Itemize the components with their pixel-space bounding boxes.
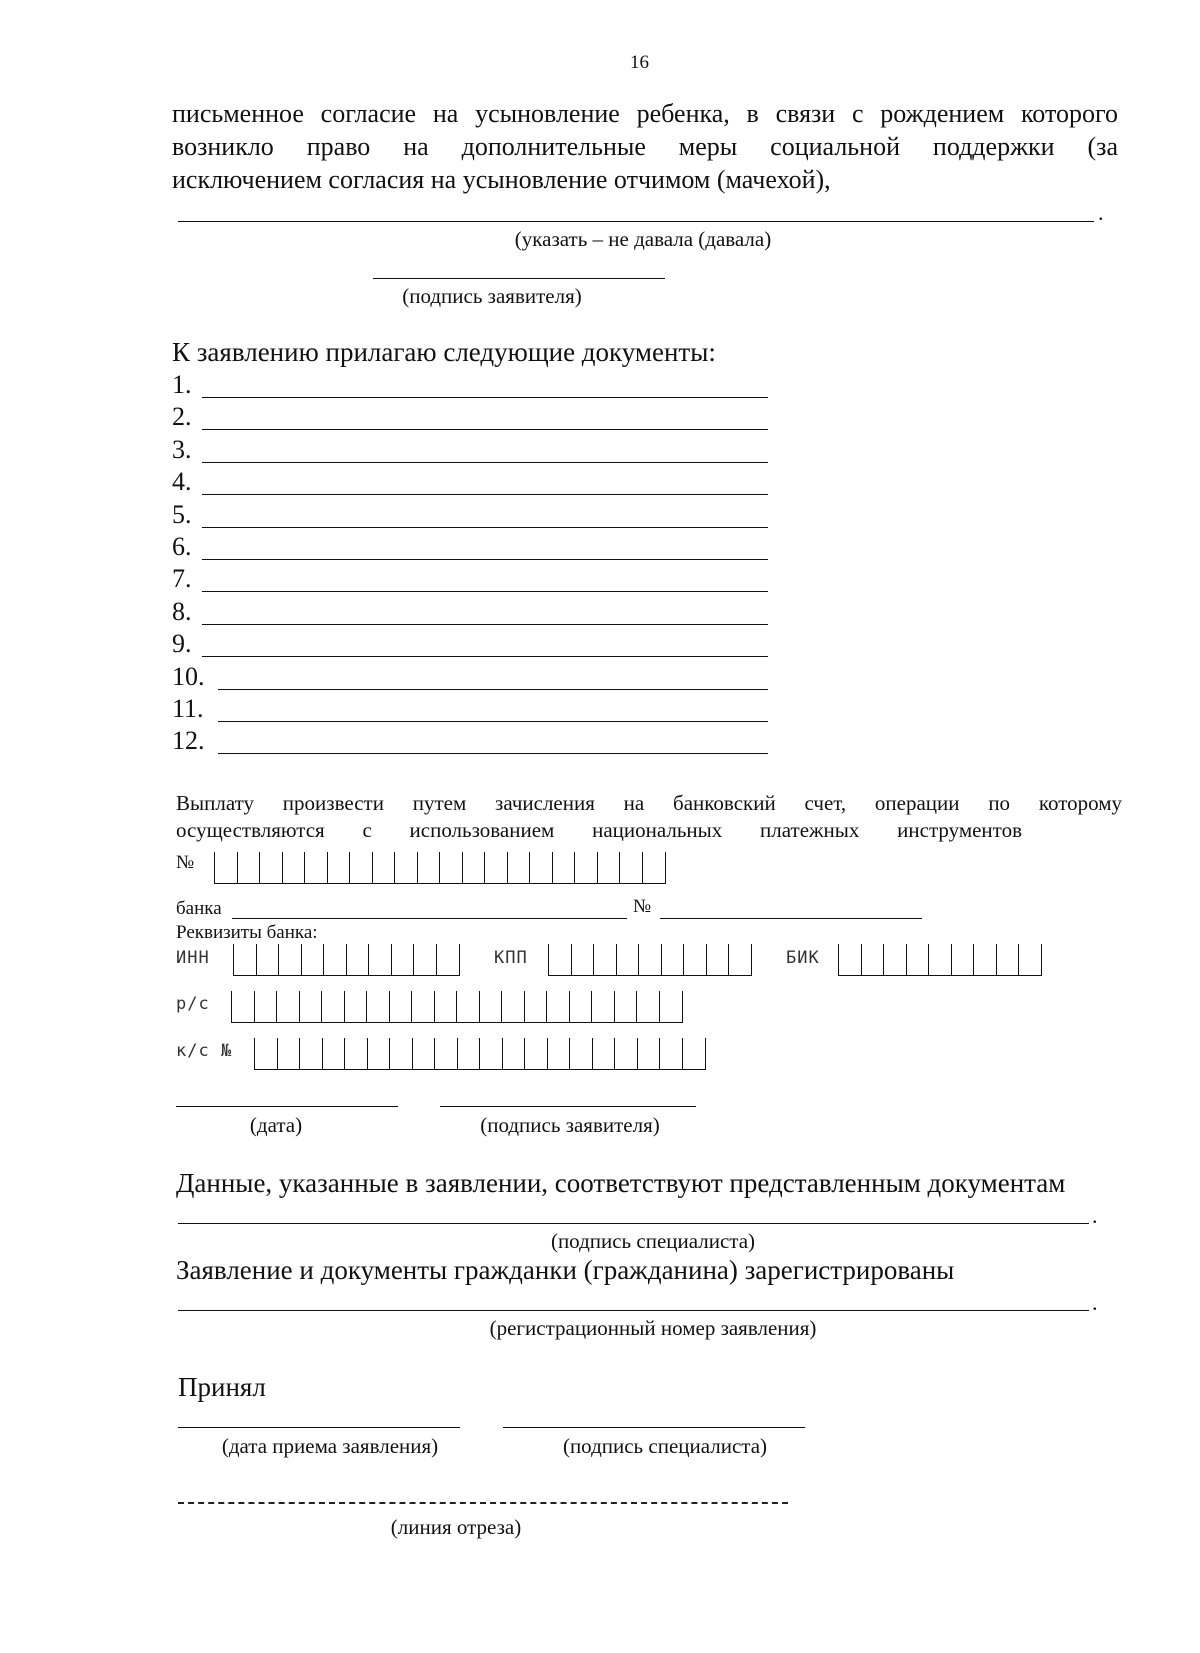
document-item [172,662,772,694]
accepted-signature-line[interactable] [503,1427,805,1428]
document-item-number: 1. [172,370,192,399]
registration-text: Заявление и документы гражданки (гражданина) зарегистрированы [176,1255,955,1285]
char-box[interactable] [661,944,684,975]
kpp-boxes[interactable] [548,944,752,976]
accepted-date-caption: (дата приема заявления) [221,1434,439,1458]
consent-signature-line[interactable] [373,278,665,279]
char-box[interactable] [1018,944,1042,975]
char-box[interactable] [637,1038,660,1069]
document-item-number: 11. [172,694,204,723]
document-item-line[interactable] [218,753,768,754]
verification-caption: (подпись специалиста) [550,1229,756,1253]
bank-number-line[interactable] [660,918,922,919]
char-box[interactable] [728,944,752,975]
char-box[interactable] [552,852,575,883]
char-box[interactable] [231,991,254,1022]
char-box[interactable] [569,1038,592,1069]
char-box[interactable] [973,944,996,975]
document-item-number: 2. [172,402,192,432]
applicant-date-caption: (дата) [249,1113,303,1137]
char-box[interactable] [233,944,256,975]
char-box[interactable] [277,1038,300,1069]
char-box[interactable] [417,852,440,883]
char-box[interactable] [682,1038,706,1069]
consent-end-mark: . [1098,200,1104,225]
char-box[interactable] [616,944,639,975]
document-item-number: 8. [172,596,192,626]
char-box[interactable] [389,1038,412,1069]
char-box[interactable] [237,852,260,883]
consent-answer-line[interactable] [178,221,1094,222]
bank-name-line[interactable] [232,918,627,919]
char-box[interactable] [372,852,395,883]
char-box[interactable] [434,1038,457,1069]
inn-label: ИНН [176,948,210,968]
char-box[interactable] [636,991,659,1022]
page-number: 16 [630,52,649,73]
consent-line-3: исключением согласия на усыновление отчимом (мачехой), [172,165,831,194]
document-item-line[interactable] [202,591,768,592]
char-box[interactable] [593,944,616,975]
registration-line[interactable] [178,1310,1089,1311]
char-box[interactable] [548,944,571,975]
char-box[interactable] [434,991,457,1022]
char-box[interactable] [619,852,642,883]
char-box[interactable] [276,991,299,1022]
char-box[interactable] [614,991,637,1022]
document-item [172,402,772,434]
char-box[interactable] [327,852,350,883]
document-item-line[interactable] [202,494,768,495]
char-box[interactable] [304,852,327,883]
char-box[interactable] [256,944,279,975]
char-box[interactable] [462,852,485,883]
document-item [172,726,772,758]
char-box[interactable] [838,944,861,975]
char-box[interactable] [614,1038,637,1069]
char-box[interactable] [638,944,661,975]
document-item [172,435,772,467]
char-box[interactable] [322,1038,345,1069]
char-box[interactable] [484,852,507,883]
document-item-number: 9. [172,629,192,659]
document-item-line[interactable] [218,689,768,690]
documents-heading: К заявлению прилагаю следующие документы: [172,337,716,367]
char-box[interactable] [883,944,906,975]
bank-number-label: № [633,896,652,917]
char-box[interactable] [214,852,237,883]
char-box[interactable] [574,852,597,883]
document-item [172,467,772,499]
char-box[interactable] [278,944,301,975]
char-box[interactable] [394,852,417,883]
cut-line [178,1502,788,1504]
payment-text-line-1: Выплату произвести путем зачисления на банковский счет, операции по которому [176,791,1122,815]
document-item-number: 6. [172,532,192,561]
document-item-number: 7. [172,564,192,594]
document-item [172,500,772,532]
char-box[interactable] [259,852,282,883]
document-item-line[interactable] [202,429,768,430]
char-box[interactable] [547,1038,570,1069]
document-item [172,629,772,661]
char-box[interactable] [529,852,552,883]
char-box[interactable] [254,1038,277,1069]
bik-boxes[interactable] [838,944,1042,976]
document-item-line[interactable] [202,462,768,463]
char-box[interactable] [368,944,391,975]
char-box[interactable] [346,944,369,975]
char-box[interactable] [344,1038,367,1069]
char-box[interactable] [928,944,951,975]
registration-end-mark: . [1092,1290,1098,1315]
char-box[interactable] [413,944,436,975]
char-box[interactable] [321,991,344,1022]
char-box[interactable] [323,944,346,975]
document-item [172,564,772,596]
account-number-label: № [176,852,195,873]
document-item-line[interactable] [202,397,768,398]
rs-label: р/с [176,994,210,1014]
char-box[interactable] [479,991,502,1022]
char-box[interactable] [569,991,592,1022]
char-box[interactable] [479,1038,502,1069]
document-item-number: 12. [172,726,205,756]
accepted-signature-caption: (подпись специалиста) [562,1434,768,1458]
char-box[interactable] [299,1038,322,1069]
char-box[interactable] [349,852,372,883]
char-box[interactable] [642,852,666,883]
document-item-line[interactable] [218,721,768,722]
document-item-number: 3. [172,434,192,464]
char-box[interactable] [524,1038,547,1069]
document-item-line[interactable] [202,624,768,625]
char-box[interactable] [591,991,614,1022]
char-box[interactable] [597,852,620,883]
char-box[interactable] [659,1038,682,1069]
document-item [172,370,772,402]
char-box[interactable] [301,944,324,975]
char-box[interactable] [456,991,479,1022]
char-box[interactable] [412,1038,435,1069]
ks-boxes[interactable] [254,1038,706,1070]
char-box[interactable] [457,1038,480,1069]
char-box[interactable] [366,991,389,1022]
char-box[interactable] [344,991,367,1022]
char-box[interactable] [592,1038,615,1069]
char-box[interactable] [439,852,462,883]
char-box[interactable] [391,944,414,975]
consent-hint: (указать – не давала (давала) [514,227,772,251]
document-item [172,532,772,564]
inn-boxes[interactable] [233,944,460,976]
char-box[interactable] [951,944,974,975]
char-box[interactable] [254,991,277,1022]
rs-boxes[interactable] [231,991,683,1023]
document-item-number: 10. [172,661,205,691]
cut-line-caption: (линия отреза) [390,1515,522,1539]
kpp-label: КПП [494,948,528,968]
char-box[interactable] [389,991,412,1022]
verification-line[interactable] [178,1223,1089,1224]
char-box[interactable] [524,991,547,1022]
consent-signature-caption: (подпись заявителя) [402,284,582,308]
document-item-line[interactable] [202,656,768,657]
char-box[interactable] [501,991,524,1022]
char-box[interactable] [996,944,1019,975]
char-box[interactable] [546,991,569,1022]
payment-text-line-2: осуществляются с использованием национальных платежных инструментов [176,818,1022,842]
document-item [172,694,772,726]
char-box[interactable] [906,944,929,975]
char-box[interactable] [706,944,729,975]
bik-label: БИК [786,948,820,968]
bank-details-label: Реквизиты банка: [176,922,318,943]
document-item-line[interactable] [202,559,768,560]
document-item-number: 5. [172,499,192,529]
consent-line-2: возникло право на дополнительные меры социальной поддержки (за [172,132,1118,161]
document-item-number: 4. [172,467,192,497]
document-item-line[interactable] [202,527,768,528]
char-box[interactable] [507,852,530,883]
accepted-label: Принял [178,1372,266,1402]
char-box[interactable] [299,991,322,1022]
verification-end-mark: . [1092,1203,1098,1228]
char-box[interactable] [411,991,434,1022]
char-box[interactable] [861,944,884,975]
char-box[interactable] [659,991,683,1022]
char-box[interactable] [367,1038,390,1069]
accepted-date-line[interactable] [178,1427,460,1428]
consent-line-1: письменное согласие на усыновление ребенка, в связи с рождением которого [172,99,1118,128]
registration-caption: (регистрационный номер заявления) [489,1316,817,1340]
char-box[interactable] [282,852,305,883]
account-number-boxes[interactable] [214,852,666,884]
document-item [172,597,772,629]
verification-text: Данные, указанные в заявлении, соответствуют представленным документам [176,1168,1066,1198]
char-box[interactable] [571,944,594,975]
bank-label: банка [176,898,222,919]
char-box[interactable] [502,1038,525,1069]
char-box[interactable] [683,944,706,975]
applicant-signature-caption: (подпись заявителя) [480,1113,660,1137]
ks-label: к/с № [176,1041,233,1061]
char-box[interactable] [436,944,460,975]
applicant-signature-line[interactable] [440,1106,696,1107]
applicant-date-line[interactable] [176,1106,398,1107]
